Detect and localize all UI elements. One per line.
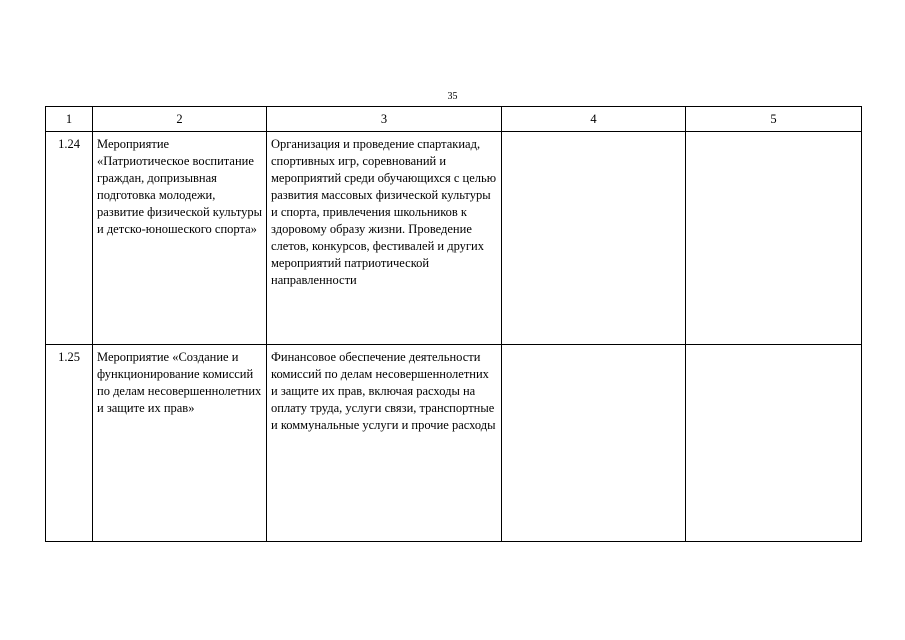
activity-name-cell [93,345,267,542]
row-number: 1.24 [58,137,80,151]
col5-value [686,345,861,349]
row-number-cell [46,132,93,345]
activity-name: Мероприятие «Создание и функционирование комиссий по делам несовершеннолетних и защите их прав» [97,350,262,415]
col4-value [502,345,685,349]
row-number: 1.25 [58,350,80,364]
page-number: 35 [447,91,458,102]
activity-name-cell [93,132,267,345]
activity-name: Мероприятие «Патриотическое воспитание граждан, допризывная подготовка молодежи, развитие физической культуры и детско-юношеского спорта» [97,137,263,236]
table-row [46,132,862,345]
col5-cell [686,132,862,345]
col5-value [686,132,861,136]
header-col-3: 3 [267,107,502,132]
header-col-4: 4 [502,107,686,132]
header-col-1: 1 [46,107,93,132]
col4-cell [502,345,686,542]
col4-value [502,132,685,136]
row-number-cell [46,345,93,542]
col4-cell [502,132,686,345]
activity-description: Финансовое обеспечение деятельности комиссий по делам несовершеннолетних и защите их прав, включая расходы на оплату труда, услуги связи, транспортные и коммунальные услуги и прочие расходы [271,350,496,432]
activity-description-cell [267,132,502,345]
header-col-2: 2 [93,107,267,132]
table-row [46,345,862,542]
table-header-row [46,107,862,132]
program-table [45,106,862,542]
activity-description-cell [267,345,502,542]
activity-description: Организация и проведение спартакиад, спортивных игр, соревнований и мероприятий среди обучающихся с целью развития массовых физической культуры и спорта, привлечения школьников к здоровому образу жизни. Проведение слетов, конкурсов, фестивалей и других мероприятий патриотической направленности [271,137,497,287]
col5-cell [686,345,862,542]
header-col-5: 5 [686,107,862,132]
